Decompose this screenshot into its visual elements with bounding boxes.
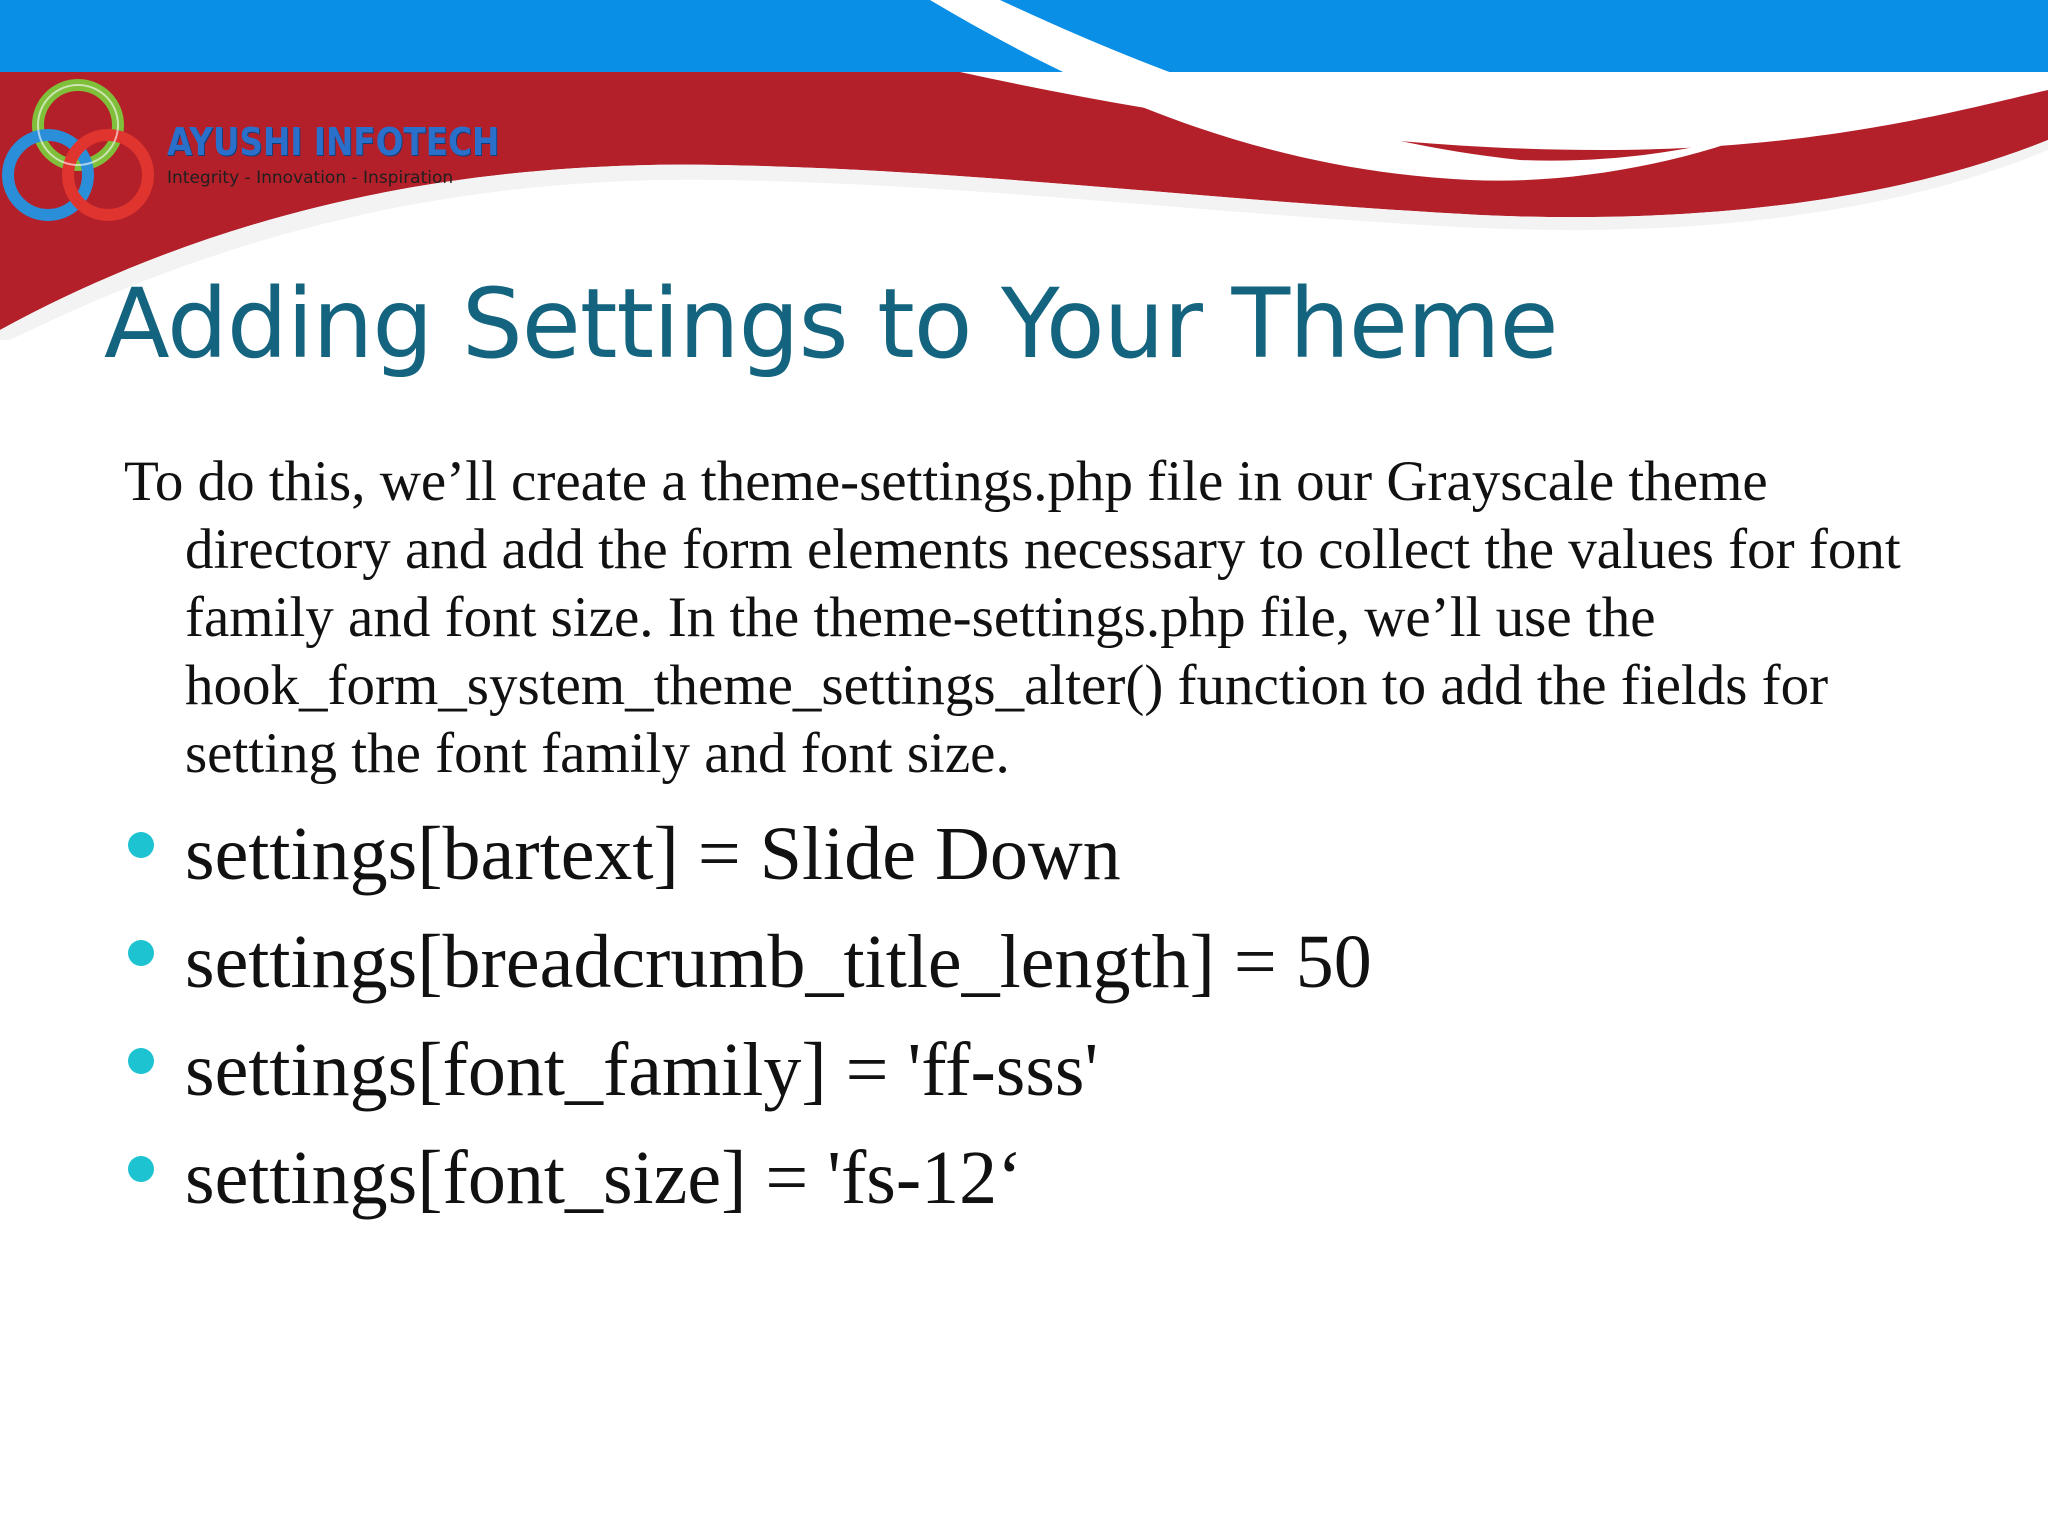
bullet-dot-icon <box>128 1048 154 1074</box>
logo-tagline: Integrity - Innovation - Inspiration <box>167 168 454 188</box>
settings-bullet-list <box>124 806 1372 1238</box>
logo-company-name: AYUSHI INFOTECH <box>167 120 500 164</box>
company-logo <box>0 70 500 240</box>
slide-title: Adding Settings to Your Theme <box>104 268 1558 380</box>
bullet-text: settings[bartext] = Slide Down <box>185 812 1121 896</box>
list-item <box>124 1130 1372 1238</box>
bullet-text: settings[font_size] = 'fs-12‘ <box>185 1136 1023 1220</box>
bullet-text: settings[breadcrumb_title_length] = 50 <box>185 920 1372 1004</box>
interlocking-rings-icon <box>0 70 160 240</box>
bullet-text: settings[font_family] = 'ff-sss' <box>185 1028 1099 1112</box>
bullet-dot-icon <box>128 832 154 858</box>
bullet-dot-icon <box>128 1156 154 1182</box>
body-paragraph: To do this, we’ll create a theme-settings.php file in our Grayscale theme directory and add the form elements necessary to collect the values for font family and font size. In the theme-settings.php file, we’ll use the hook_form_system_theme_settings_alter() function to add the fields for setting the font family and font size. <box>124 450 1901 785</box>
list-item <box>124 1022 1372 1130</box>
bullet-dot-icon <box>128 940 154 966</box>
list-item <box>124 914 1372 1022</box>
list-item <box>124 806 1372 914</box>
